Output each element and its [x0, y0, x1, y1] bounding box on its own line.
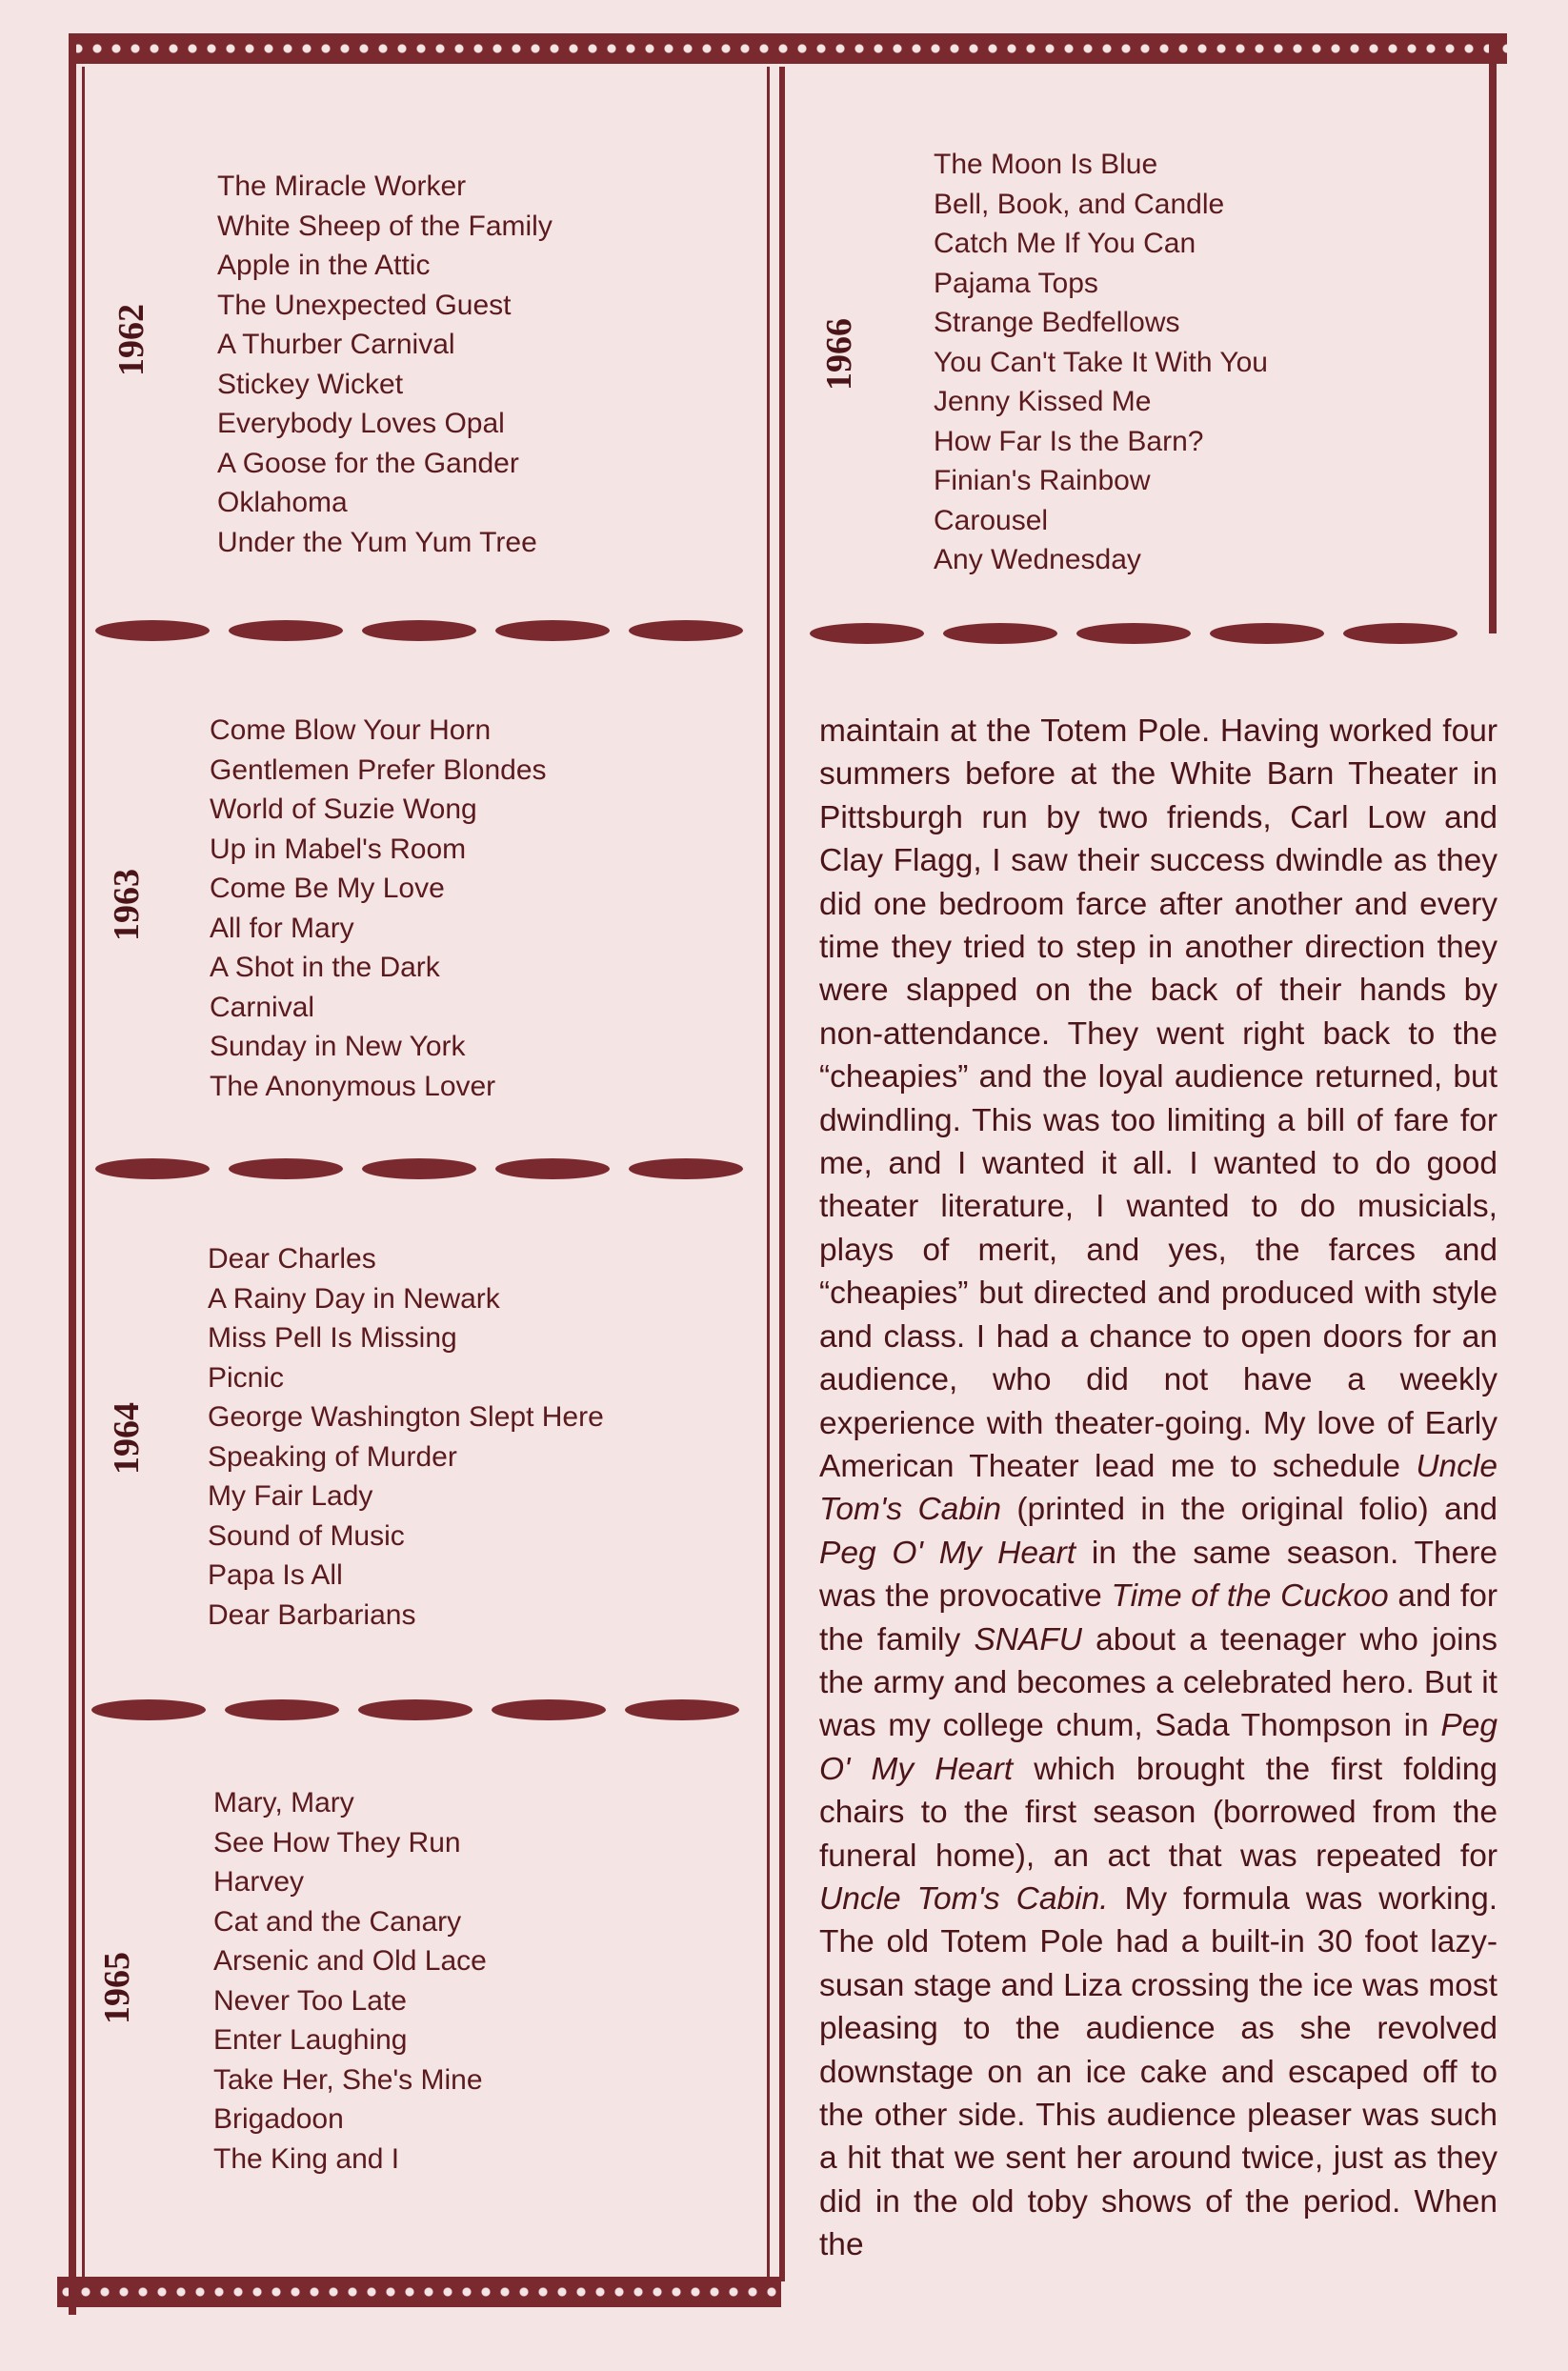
- play-title: Bell, Book, and Candle: [934, 188, 1225, 220]
- season-divider: [91, 1699, 739, 1720]
- play-title: Harvey: [213, 1866, 305, 1898]
- divider-leaf: [1210, 623, 1324, 644]
- body-paragraph: [819, 710, 1498, 2267]
- play-title: Under the Yum Yum Tree: [217, 526, 537, 558]
- divider-leaf: [95, 620, 210, 641]
- divider-leaf: [362, 1158, 476, 1179]
- prose-run-italic: Uncle Tom's Cabin.: [819, 1880, 1109, 1917]
- play-title: You Can't Take It With You: [934, 346, 1268, 378]
- play-title: Everybody Loves Opal: [217, 408, 505, 439]
- season-plays-1965: [213, 1783, 487, 2179]
- divider-leaf: [495, 1158, 610, 1179]
- play-title: Apple in the Attic: [217, 250, 431, 281]
- play-title: All for Mary: [210, 912, 354, 944]
- play-title: Miss Pell Is Missing: [208, 1322, 457, 1354]
- play-title: Pajama Tops: [934, 267, 1098, 299]
- bottom-border-band: [57, 2277, 781, 2307]
- play-title: Jenny Kissed Me: [934, 386, 1152, 417]
- play-title: Oklahoma: [217, 487, 348, 518]
- play-title: Strange Bedfellows: [934, 307, 1180, 338]
- play-title: Enter Laughing: [213, 2024, 408, 2056]
- season-plays-1966: [934, 145, 1268, 580]
- play-title: My Fair Lady: [208, 1480, 373, 1512]
- divider-leaf: [358, 1699, 472, 1720]
- season-year-1966: 1966: [819, 318, 859, 391]
- divider-leaf: [225, 1699, 339, 1720]
- prose-run: which brought the first folding chairs to the first season (borrowed from the funeral home), an act that was repeated for: [819, 1751, 1498, 1874]
- prose-run-italic: Uncle Tom's Cabin: [819, 1448, 1498, 1528]
- prose-run: maintain at the Totem Pole. Having worked four summers before at the White Barn Theater in Pittsburgh run by two friends, Carl Low and Clay Flagg, I saw their success dwindle as they did one bedroom farce after another and every time they tried to step in another direction they were slapped on the back of their hands by non-attendance. They went right back to the “cheapies” and the loyal audience returned, but dwindling. This was too limiting a bill of fare for me, and I wanted it all. I wanted to do good theater literature, I wanted to do musicials, plays of merit, and yes, the farces and “cheapies” but directed and produced with style and class. I had a chance to open doors for an audience, who did not have a weekly experience with theater-going. My love of Early American Theater lead me to schedule: [819, 713, 1498, 1484]
- top-border-band: [69, 33, 1507, 64]
- center-frame-line: [779, 67, 785, 2281]
- play-title: Never Too Late: [213, 1984, 407, 2017]
- divider-leaf: [229, 620, 343, 641]
- season-year-1963: 1963: [107, 869, 147, 941]
- divider-leaf: [91, 1699, 206, 1720]
- play-title: Finian's Rainbow: [934, 465, 1151, 496]
- divider-leaf: [625, 1699, 739, 1720]
- prose-run: about a teenager who joins the army and becomes a celebrated hero. But it was my college chum, Sada Thompson in: [819, 1621, 1498, 1744]
- play-title: Gentlemen Prefer Blondes: [210, 753, 547, 786]
- season-year-1965: 1965: [97, 1952, 137, 2024]
- left-frame-line: [69, 33, 76, 2315]
- divider-leaf: [495, 620, 610, 641]
- play-title: Carnival: [210, 991, 315, 1023]
- play-title: Picnic: [208, 1361, 285, 1394]
- season-divider: [95, 1158, 743, 1179]
- play-title: The Miracle Worker: [217, 171, 467, 202]
- divider-leaf: [629, 1158, 743, 1179]
- prose-run: (printed in the original folio) and: [1000, 1492, 1498, 1528]
- play-title: Cat and the Canary: [213, 1905, 462, 1938]
- play-title: Arsenic and Old Lace: [213, 1945, 487, 1977]
- play-title: Come Blow Your Horn: [210, 714, 492, 746]
- divider-leaf: [943, 623, 1057, 644]
- play-title: White Sheep of the Family: [217, 210, 553, 242]
- play-title: Dear Charles: [208, 1243, 376, 1275]
- play-title: Catch Me If You Can: [934, 228, 1196, 259]
- prose-run-italic: Time of the Cuckoo: [1111, 1578, 1389, 1615]
- play-title: Mary, Mary: [213, 1787, 354, 1818]
- divider-leaf: [362, 620, 476, 641]
- play-title: Up in Mabel's Room: [210, 833, 467, 865]
- prose-run: in the same season. There was the provocative: [819, 1535, 1498, 1615]
- play-title: Take Her, She's Mine: [213, 2063, 483, 2096]
- season-divider: [810, 623, 1457, 644]
- season-plays-1964: [208, 1239, 604, 1635]
- season-plays-1963: [210, 711, 547, 1106]
- play-title: Sound of Music: [208, 1519, 405, 1552]
- play-title: Stickey Wicket: [217, 368, 404, 400]
- play-title: The Anonymous Lover: [210, 1070, 496, 1102]
- play-title: See How They Run: [213, 1826, 461, 1859]
- center-frame-inner-line: [767, 67, 770, 2277]
- prose-run: My formula was working. The old Totem Pole had a built-in 30 foot lazy-susan stage and Liza crossing the ice was most pleasing to the audience as she revolved downstage on an ice cake and escaped off to the other side. This audience pleaser was such a hit that we sent her around twice, just as they did in the old toby shows of the period. When the: [819, 1880, 1498, 2263]
- play-title: Carousel: [934, 504, 1049, 536]
- play-title: Brigadoon: [213, 2103, 344, 2135]
- divider-leaf: [810, 623, 924, 644]
- play-title: George Washington Slept Here: [208, 1401, 604, 1433]
- season-divider: [95, 620, 743, 641]
- play-title: Dear Barbarians: [208, 1598, 416, 1631]
- prose-run-italic: SNAFU: [974, 1621, 1082, 1658]
- prose-run: and for the family: [819, 1578, 1498, 1658]
- play-title: A Goose for the Gander: [217, 447, 519, 479]
- divider-leaf: [1076, 623, 1191, 644]
- play-title: World of Suzie Wong: [210, 794, 477, 825]
- play-title: The Moon Is Blue: [934, 149, 1158, 180]
- play-title: The Unexpected Guest: [217, 289, 512, 321]
- season-year-1962: 1962: [111, 304, 151, 376]
- right-frame-line: [1489, 33, 1497, 633]
- divider-leaf: [629, 620, 743, 641]
- play-title: A Rainy Day in Newark: [208, 1282, 500, 1315]
- play-title: The King and I: [213, 2142, 400, 2175]
- divider-leaf: [1343, 623, 1457, 644]
- divider-leaf: [229, 1158, 343, 1179]
- play-title: A Shot in the Dark: [210, 952, 440, 983]
- left-frame-inner-line: [82, 67, 85, 2277]
- play-title: Papa Is All: [208, 1559, 343, 1591]
- play-title: Sunday in New York: [210, 1031, 466, 1062]
- prose-run-italic: Peg O' My Heart: [819, 1535, 1076, 1571]
- play-title: Come Be My Love: [210, 873, 445, 904]
- play-title: Speaking of Murder: [208, 1440, 457, 1473]
- play-title: How Far Is the Barn?: [934, 425, 1204, 457]
- prose-run-italic: Peg O' My Heart: [819, 1708, 1498, 1787]
- divider-leaf: [95, 1158, 210, 1179]
- season-plays-1962: [217, 167, 553, 562]
- play-title: Any Wednesday: [934, 544, 1141, 575]
- divider-leaf: [492, 1699, 606, 1720]
- play-title: A Thurber Carnival: [217, 329, 455, 360]
- season-year-1964: 1964: [107, 1402, 147, 1475]
